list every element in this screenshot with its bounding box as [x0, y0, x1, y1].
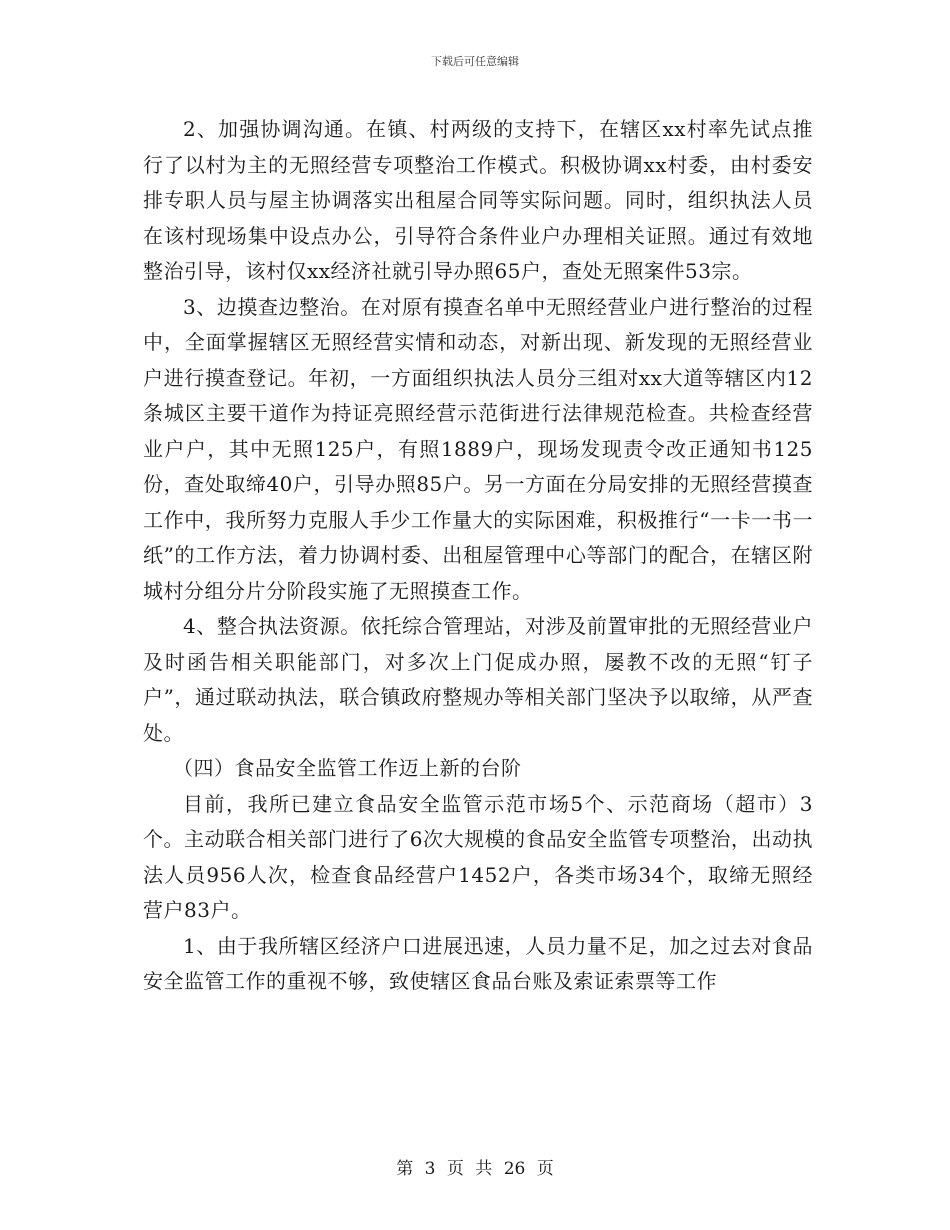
paragraph-coordination: 2、加强协调沟通。在镇、村两级的支持下，在辖区xx村率先试点推行了以村为主的无照经营专项整治工作模式。积极协调xx村委，由村委安排专职人员与屋主协调落实出租屋合同等实际问题。同时，组织执法人员在该村现场集中设点办公，引导符合条件业户办理相关证照。通过有效地整治引导，该村仅xx经济社就引导办照65户，查处无照案件53宗。 — [143, 117, 813, 283]
paragraph-food-safety-issue: 1、由于我所辖区经济户口进展迅速，人员力量不足，加之过去对食品安全监管工作的重视不够，致使辖区食品台账及索证索票等工作 — [143, 933, 813, 993]
paragraph-survey-rectify: 3、边摸查边整治。在对原有摸查名单中无照经营业户进行整治的过程中，全面掌握辖区无照经营实情和动态，对新出现、新发现的无照经营业户进行摸查登记。年初，一方面组织执法人员分三组对xx大道等辖区内12条城区主要干道作为持证亮照经营示范街进行法律规范检查。共检查经营业户户，其中无照125户，有照1889户，现场发现责令改正通知书125份，查处取缔40户，引导办照85户。另一方面在分局安排的无照经营摸查工作中，我所努力克服人手少工作量大的实际困难，积极推行“一卡一书一纸”的工作方法，着力协调村委、出租屋管理中心等部门的配合，在辖区附城村分组分片分阶段实施了无照摸查工作。 — [143, 294, 813, 603]
document-body — [143, 112, 813, 1000]
paragraph-enforcement-resources: 4、整合执法资源。依托综合管理站，对涉及前置审批的无照经营业户及时函告相关职能部门，对多次上门促成办照，屡教不改的无照“钉子户”，通过联动执法，联合镇政府整规办等相关部门坚决予以取缔，从严查处。 — [143, 614, 813, 745]
section-heading-food-safety: （四）食品安全监管工作迈上新的台阶 — [173, 756, 522, 780]
header-note: 下载后可任意编辑 — [431, 55, 519, 68]
page-number-footer: 第 3 页 共 26 页 — [396, 1159, 554, 1179]
paragraph-food-safety-summary: 目前，我所已建立食品安全监管示范市场5个、示范商场（超市）3个。主动联合相关部门进行了6次大规模的食品安全监管专项整治，出动执法人员956人次，检查食品经营户1452户，各类市场34个，取缔无照经营户83户。 — [143, 791, 813, 922]
